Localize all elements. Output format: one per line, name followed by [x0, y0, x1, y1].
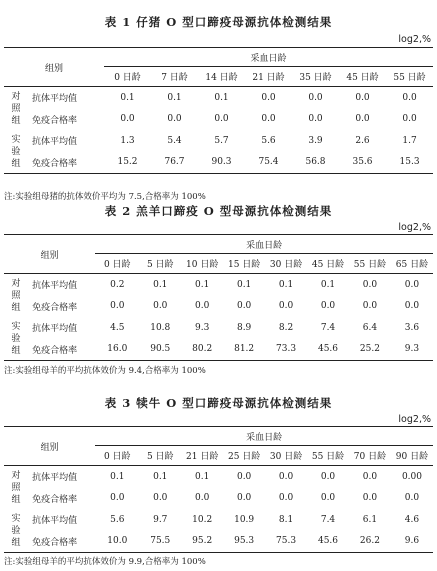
- table-unit: log2,%: [398, 34, 431, 45]
- table-row: [4, 509, 433, 531]
- value-cell: 8.1: [278, 514, 294, 525]
- value-cell: 9.7: [153, 514, 168, 525]
- value-cell: 1.3: [120, 135, 135, 146]
- value-cell: 15.3: [386, 152, 433, 174]
- value-cell: 0.0: [153, 301, 168, 312]
- value-cell: 0.0: [362, 279, 378, 290]
- table-row: [4, 296, 433, 318]
- age-label: 55 日龄: [307, 446, 349, 466]
- value-cell: 26.2: [349, 531, 391, 553]
- value-cell: 8.2: [278, 322, 294, 333]
- value-cell: 10.9: [234, 514, 255, 525]
- value-cell: 0.0: [362, 471, 378, 482]
- age-label: 5 日龄: [139, 254, 181, 274]
- value-cell: 10.2: [192, 514, 213, 525]
- value-cell: 0.0: [404, 279, 420, 290]
- group-name: 对照组: [11, 91, 21, 126]
- indicator-label: 抗体平均值: [32, 94, 78, 105]
- value-cell: 5.6: [261, 135, 276, 146]
- table-title: 表 3 犊牛 O 型口蹄疫母源抗体检测结果: [104, 396, 333, 410]
- value-cell: 0.0: [153, 493, 168, 504]
- value-cell: 6.1: [362, 514, 378, 525]
- data-table: [4, 47, 433, 174]
- value-cell: 0.0: [320, 301, 336, 312]
- value-cell: 0.1: [110, 471, 125, 482]
- indicator-label: 抗体平均值: [32, 516, 78, 527]
- value-cell: 0.0: [362, 493, 378, 504]
- value-cell: 3.6: [404, 322, 420, 333]
- value-cell: 0.0: [278, 493, 294, 504]
- value-cell: 0.1: [278, 279, 294, 290]
- value-cell: 0.0: [120, 114, 135, 125]
- value-cell: 0.1: [214, 92, 229, 103]
- value-cell: 81.2: [223, 339, 265, 361]
- table-row: [4, 466, 433, 488]
- age-label: 55 日龄: [386, 67, 433, 87]
- value-cell: 0.0: [236, 493, 252, 504]
- table-row: [4, 109, 433, 131]
- value-cell: 45.6: [307, 339, 349, 361]
- value-cell: 0.0: [195, 493, 210, 504]
- value-cell: 16.0: [95, 339, 139, 361]
- age-label: 55 日龄: [349, 254, 391, 274]
- header-row: [4, 427, 433, 446]
- indicator-label: 免疫合格率: [28, 339, 95, 361]
- value-cell: 0.1: [195, 471, 210, 482]
- value-cell: 0.1: [120, 92, 135, 103]
- table-title: 表 1 仔猪 O 型口蹄疫母源抗体检测结果: [104, 15, 333, 29]
- age-label: 14 日龄: [198, 67, 245, 87]
- value-cell: 9.3: [195, 322, 210, 333]
- indicator-label: 抗体平均值: [32, 281, 78, 292]
- age-label: 15 日龄: [223, 254, 265, 274]
- group-name: 实验组: [4, 509, 28, 553]
- value-cell: 4.6: [404, 514, 420, 525]
- value-cell: 0.0: [195, 301, 210, 312]
- indicator-label: 免疫合格率: [32, 494, 78, 505]
- group-header: 组别: [4, 427, 95, 466]
- age-label: 30 日龄: [265, 254, 307, 274]
- age-label: 21 日龄: [181, 446, 223, 466]
- indicator-label: 抗体平均值: [32, 137, 78, 148]
- value-cell: 95.3: [223, 531, 265, 553]
- value-cell: 75.5: [139, 531, 181, 553]
- indicator-label: 抗体平均值: [32, 473, 78, 484]
- value-cell: 0.1: [153, 279, 168, 290]
- value-cell: 25.2: [349, 339, 391, 361]
- age-label: 45 日龄: [307, 254, 349, 274]
- value-cell: 45.6: [307, 531, 349, 553]
- value-cell: 5.6: [110, 514, 125, 525]
- value-cell: 0.0: [320, 471, 336, 482]
- group-header: 组别: [4, 48, 104, 87]
- table-row: [4, 339, 433, 361]
- table-row: [4, 274, 433, 296]
- table-3-block: [0, 395, 437, 571]
- value-cell: 0.0: [362, 301, 378, 312]
- value-cell: 0.0: [214, 114, 229, 125]
- indicator-label: 免疫合格率: [32, 115, 78, 126]
- age-label: 70 日龄: [349, 446, 391, 466]
- value-cell: 0.0: [355, 114, 370, 125]
- age-label: 35 日龄: [292, 67, 339, 87]
- value-cell: 0.1: [167, 92, 182, 103]
- value-cell: 10.0: [95, 531, 139, 553]
- value-cell: 1.7: [402, 135, 417, 146]
- table-row: [4, 130, 433, 152]
- age-label: 25 日龄: [223, 446, 265, 466]
- table-note: 注:实验组母羊的平均抗体效价为 9.9,合格率为 100%: [4, 557, 206, 567]
- value-cell: 0.0: [320, 493, 336, 504]
- value-cell: 0.1: [195, 279, 210, 290]
- data-table: [4, 234, 433, 361]
- value-cell: 9.3: [391, 339, 433, 361]
- value-cell: 4.5: [110, 322, 125, 333]
- table-unit: log2,%: [398, 414, 431, 425]
- indicator-label: 免疫合格率: [32, 302, 78, 313]
- group-name: 实验组: [4, 130, 28, 174]
- value-cell: 6.4: [362, 322, 378, 333]
- table-row: [4, 488, 433, 510]
- value-cell: 7.4: [320, 322, 336, 333]
- age-label: 0 日龄: [95, 254, 139, 274]
- value-cell: 0.0: [110, 493, 125, 504]
- value-cell: 0.0: [110, 301, 125, 312]
- value-cell: 35.6: [339, 152, 386, 174]
- value-cell: 5.4: [167, 135, 182, 146]
- age-label: 90 日龄: [391, 446, 433, 466]
- age-label: 5 日龄: [139, 446, 181, 466]
- value-cell: 0.0: [308, 114, 323, 125]
- value-cell: 10.8: [150, 322, 171, 333]
- indicator-label: 免疫合格率: [28, 152, 104, 174]
- value-cell: 0.0: [236, 301, 252, 312]
- value-cell: 0.0: [261, 92, 276, 103]
- header-row: [4, 235, 433, 254]
- value-cell: 0.0: [402, 92, 417, 103]
- value-cell: 0.1: [236, 279, 252, 290]
- table-title: 表 2 羔羊口蹄疫 O 型母源抗体检测结果: [104, 204, 333, 218]
- value-cell: 0.1: [320, 279, 336, 290]
- age-label: 45 日龄: [339, 67, 386, 87]
- age-header: 采血日龄: [95, 427, 433, 446]
- value-cell: 0.00: [401, 471, 422, 482]
- age-label: 10 日龄: [181, 254, 223, 274]
- value-cell: 0.0: [278, 471, 294, 482]
- value-cell: 90.5: [139, 339, 181, 361]
- value-cell: 15.2: [104, 152, 151, 174]
- value-cell: 0.0: [402, 114, 417, 125]
- value-cell: 0.0: [404, 493, 420, 504]
- age-label: 7 日龄: [151, 67, 198, 87]
- value-cell: 0.1: [153, 471, 168, 482]
- table-row: [4, 87, 433, 109]
- age-label: 0 日龄: [104, 67, 151, 87]
- value-cell: 2.6: [355, 135, 370, 146]
- age-label: 65 日龄: [391, 254, 433, 274]
- value-cell: 95.2: [181, 531, 223, 553]
- value-cell: 90.3: [198, 152, 245, 174]
- table-row: [4, 152, 433, 174]
- value-cell: 0.0: [236, 471, 252, 482]
- value-cell: 80.2: [181, 339, 223, 361]
- table-row: [4, 317, 433, 339]
- value-cell: 7.4: [320, 514, 336, 525]
- age-label: 21 日龄: [245, 67, 292, 87]
- value-cell: 56.8: [292, 152, 339, 174]
- value-cell: 5.7: [214, 135, 229, 146]
- table-note: 注:实验组母猪的抗体效价平均为 7.5,合格率为 100%: [4, 192, 206, 202]
- header-row: [4, 48, 433, 67]
- group-header: 组别: [4, 235, 95, 274]
- value-cell: 8.9: [236, 322, 252, 333]
- value-cell: 76.7: [151, 152, 198, 174]
- value-cell: 9.6: [391, 531, 433, 553]
- age-header: 采血日龄: [95, 235, 433, 254]
- group-name: 对照组: [11, 278, 21, 313]
- value-cell: 0.0: [404, 301, 420, 312]
- table-1-block: [0, 14, 437, 206]
- indicator-label: 抗体平均值: [32, 324, 78, 335]
- value-cell: 0.0: [167, 114, 182, 125]
- table-2-block: [0, 203, 437, 380]
- group-name: 对照组: [11, 470, 21, 505]
- data-table: [4, 426, 433, 553]
- value-cell: 3.9: [308, 135, 323, 146]
- table-row: [4, 531, 433, 553]
- value-cell: 0.0: [261, 114, 276, 125]
- value-cell: 0.0: [278, 301, 294, 312]
- value-cell: 75.3: [265, 531, 307, 553]
- value-cell: 0.0: [308, 92, 323, 103]
- value-cell: 0.0: [355, 92, 370, 103]
- table-note: 注:实验组母羊的平均抗体效价为 9.4,合格率为 100%: [4, 366, 206, 376]
- age-header: 采血日龄: [104, 48, 433, 67]
- group-name: 实验组: [4, 317, 28, 361]
- age-label: 30 日龄: [265, 446, 307, 466]
- table-unit: log2,%: [398, 222, 431, 233]
- value-cell: 73.3: [265, 339, 307, 361]
- age-label: 0 日龄: [95, 446, 139, 466]
- value-cell: 75.4: [245, 152, 292, 174]
- indicator-label: 免疫合格率: [28, 531, 95, 553]
- value-cell: 0.2: [110, 279, 125, 290]
